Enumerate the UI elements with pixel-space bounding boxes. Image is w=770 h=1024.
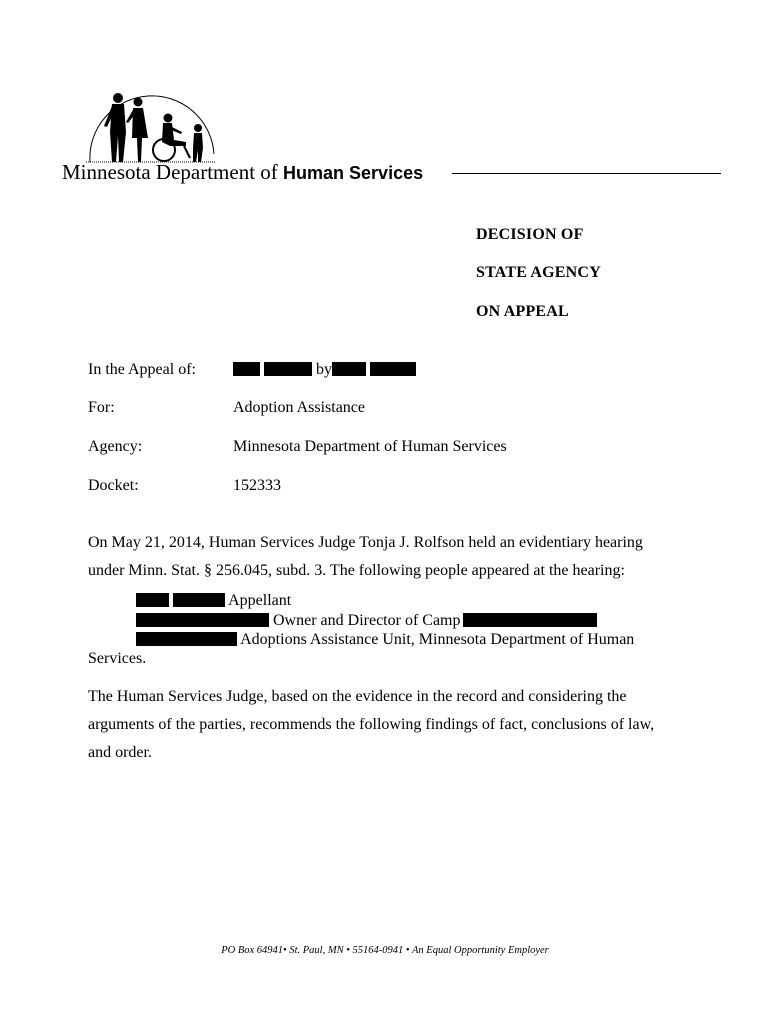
recommendation-paragraph xyxy=(88,683,688,767)
appeal-value xyxy=(233,361,416,379)
appearance-camp-owner-text: Owner and Director of Camp xyxy=(273,612,461,629)
title-line-2: STATE AGENCY xyxy=(476,264,601,281)
appearance-adoptions-unit xyxy=(136,631,634,649)
redaction-block xyxy=(264,362,312,376)
footer-address: PO Box 64941• St. Paul, MN • 55164-0941 • An Equal Opportunity Employer xyxy=(221,945,549,956)
dhs-logo-icon xyxy=(86,92,226,164)
for-value: Adoption Assistance xyxy=(233,399,365,416)
redaction-block xyxy=(136,593,169,607)
org-name xyxy=(62,160,423,185)
redaction-block xyxy=(463,613,597,627)
for-label: For: xyxy=(88,399,115,416)
redaction-block xyxy=(370,362,416,376)
appearance-wrap: Services. xyxy=(88,650,147,667)
para2-line2: arguments of the parties, recommends the following findings of fact, conclusions of law, xyxy=(88,716,655,733)
para1-line2: under Minn. Stat. § 256.045, subd. 3. The following people appeared at the hearing: xyxy=(88,562,625,579)
title-line-1: DECISION OF xyxy=(476,226,584,243)
org-name-regular: Minnesota Department of xyxy=(62,160,278,184)
appearance-appellant-text: Appellant xyxy=(228,592,292,609)
redaction-block xyxy=(173,593,225,607)
docket-value: 152333 xyxy=(233,477,281,494)
agency-value: Minnesota Department of Human Services xyxy=(233,438,507,455)
para1-line1: On May 21, 2014, Human Services Judge Tonja J. Rolfson held an evidentiary hearing xyxy=(88,534,643,551)
appearance-adoptions-unit-text: Adoptions Assistance Unit, Minnesota Department of Human xyxy=(240,631,635,648)
docket-label: Docket: xyxy=(88,477,139,494)
redaction-block xyxy=(233,362,260,376)
appearance-appellant xyxy=(136,592,291,610)
agency-label: Agency: xyxy=(88,438,143,455)
header-rule xyxy=(452,173,721,174)
redaction-block xyxy=(332,362,366,376)
title-line-3: ON APPEAL xyxy=(476,303,569,320)
appeal-label: In the Appeal of: xyxy=(88,361,196,378)
org-name-bold: Human Services xyxy=(283,163,424,183)
redaction-block xyxy=(136,613,269,627)
appeal-by: by xyxy=(316,361,332,378)
appearance-camp-owner xyxy=(136,612,597,630)
hearing-paragraph xyxy=(88,529,688,585)
para2-line3: and order. xyxy=(88,744,152,761)
redaction-block xyxy=(136,632,237,646)
para2-line1: The Human Services Judge, based on the evidence in the record and considering the xyxy=(88,688,627,705)
